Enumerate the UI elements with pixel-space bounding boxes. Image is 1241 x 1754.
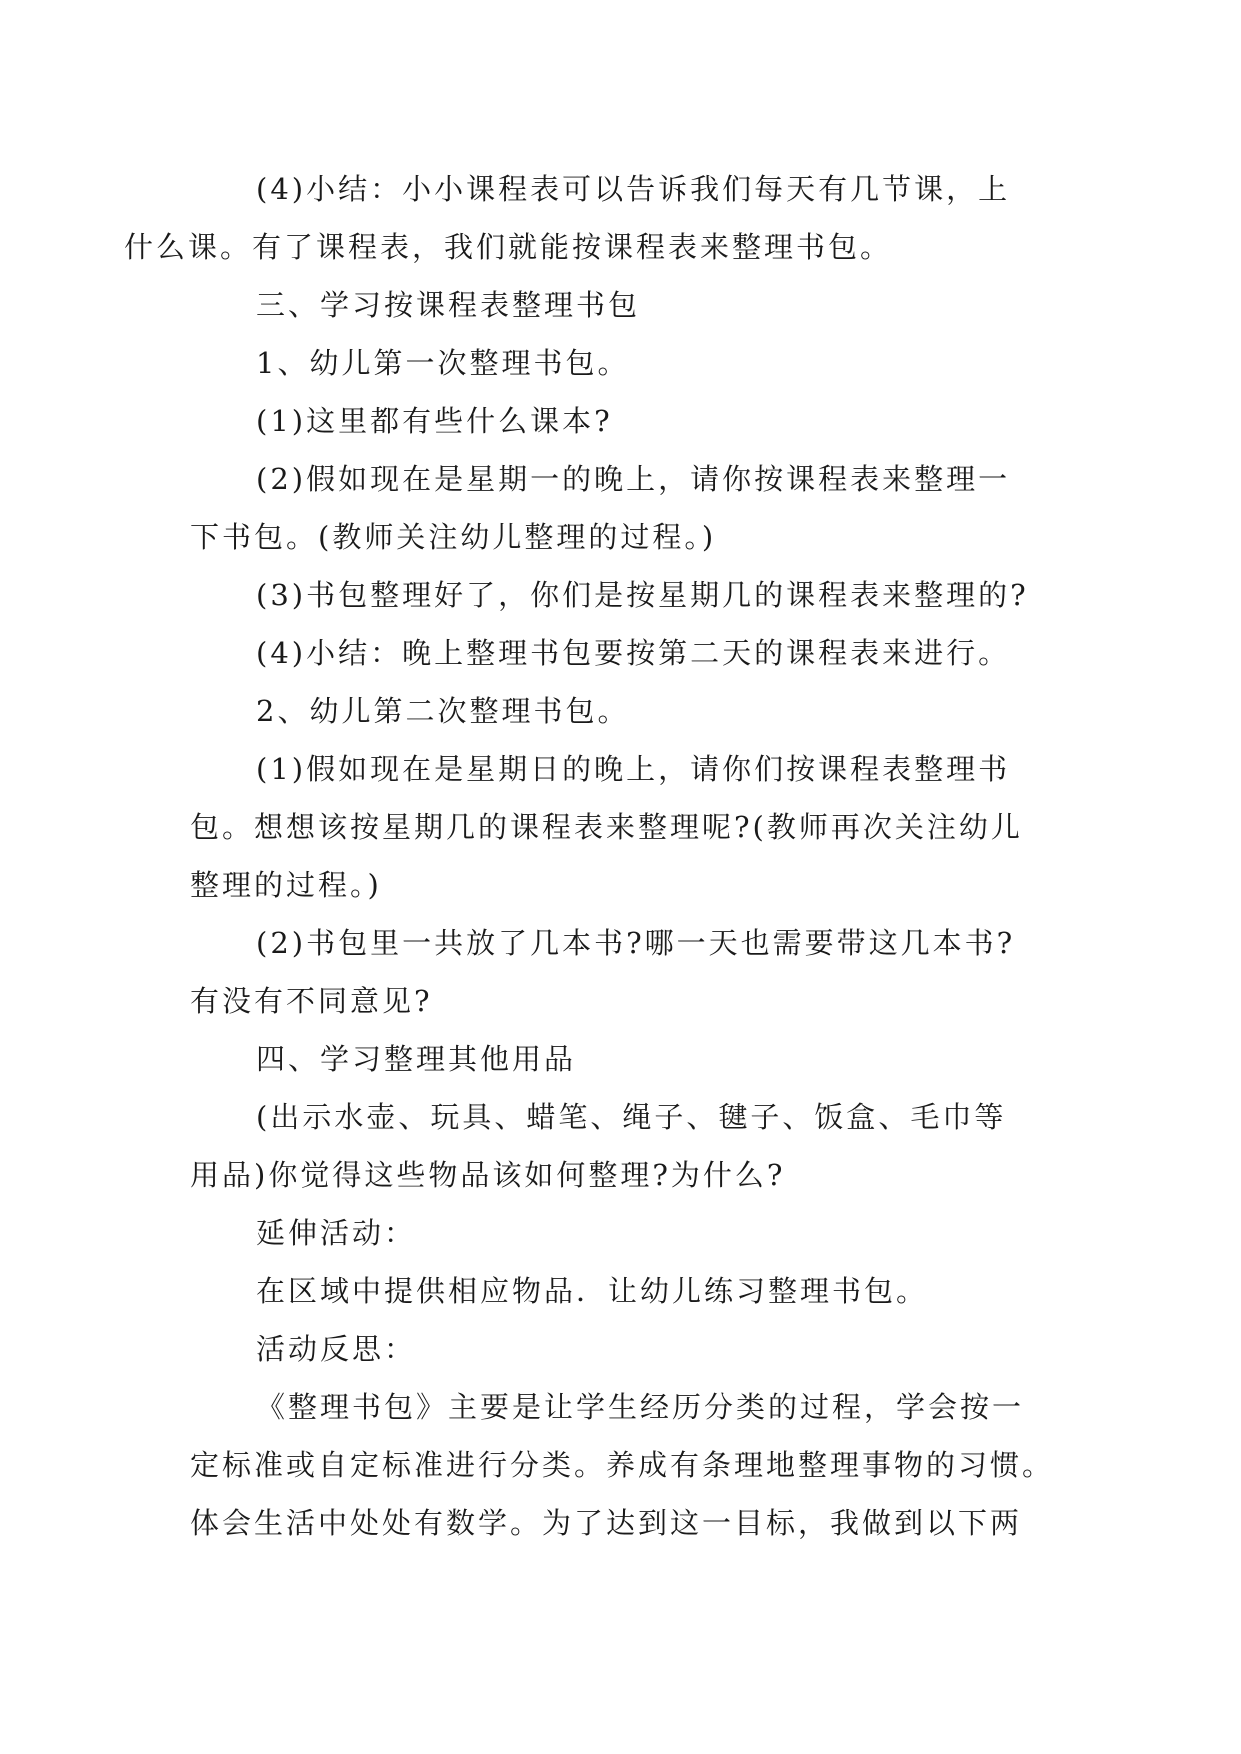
- paragraph-summary-timetable: [124, 160, 1062, 276]
- text-line: (4)小结：晚上整理书包要按第二天的课程表来进行。: [256, 636, 1011, 670]
- text-line: 1、幼儿第一次整理书包。: [256, 346, 630, 380]
- text-line: 下书包。(教师关注幼儿整理的过程。): [190, 520, 717, 554]
- text-line: 延伸活动：: [256, 1216, 417, 1250]
- paragraph-first-organize: [190, 334, 1062, 392]
- section-heading-three: [190, 276, 1062, 334]
- text-line: 活动反思：: [256, 1332, 417, 1366]
- paragraph-other-items: [190, 1088, 1062, 1204]
- paragraph-question-3: [190, 566, 1062, 624]
- document-body: [124, 160, 1062, 1552]
- paragraph-book-count-question: [190, 914, 1062, 1030]
- text-line: (出示水壶、玩具、蜡笔、绳子、毽子、饭盒、毛巾等: [256, 1100, 1007, 1134]
- text-line: (1)假如现在是星期日的晚上，请你们按课程表整理书: [256, 752, 1011, 786]
- paragraph-summary-evening: [190, 624, 1062, 682]
- text-line: 三、学习按课程表整理书包: [256, 288, 641, 322]
- text-line: 用品)你觉得这些物品该如何整理?为什么?: [190, 1158, 786, 1192]
- text-line: 包。想想该按星期几的课程表来整理呢?(教师再次关注幼儿: [190, 810, 1023, 844]
- paragraph-extension-detail: [190, 1262, 1062, 1320]
- paragraph-second-organize: [190, 682, 1062, 740]
- text-line: (2)书包里一共放了几本书?哪一天也需要带这几本书?: [256, 926, 1016, 960]
- heading-extension-activity: [190, 1204, 1062, 1262]
- text-line: 体会生活中处处有数学。为了达到这一目标，我做到以下两: [190, 1506, 1023, 1540]
- text-line: 定标准或自定标准进行分类。养成有条理地整理事物的习惯。: [190, 1448, 1055, 1482]
- text-line: (4)小结：小小课程表可以告诉我们每天有几节课，上: [256, 172, 1011, 206]
- heading-reflection: [190, 1320, 1062, 1378]
- paragraph-question-2: [190, 450, 1062, 566]
- text-line: 有没有不同意见?: [190, 984, 433, 1018]
- text-line: (2)假如现在是星期一的晚上，请你按课程表来整理一: [256, 462, 1011, 496]
- text-line: 2、幼儿第二次整理书包。: [256, 694, 630, 728]
- paragraph-reflection-body: [190, 1378, 1062, 1552]
- section-heading-four: [190, 1030, 1062, 1088]
- text-line: 四、学习整理其他用品: [256, 1042, 577, 1076]
- paragraph-question-1: [190, 392, 1062, 450]
- text-line: 《整理书包》主要是让学生经历分类的过程，学会按一: [256, 1390, 1025, 1424]
- text-line: (1)这里都有些什么课本?: [256, 404, 613, 438]
- text-line: (3)书包整理好了，你们是按星期几的课程表来整理的?: [256, 578, 1029, 612]
- text-line: 整理的过程。): [190, 868, 382, 902]
- paragraph-sunday-question: [190, 740, 1062, 914]
- text-line: 在区域中提供相应物品．让幼儿练习整理书包。: [256, 1274, 929, 1308]
- text-line: 什么课。有了课程表，我们就能按课程表来整理书包。: [124, 230, 893, 264]
